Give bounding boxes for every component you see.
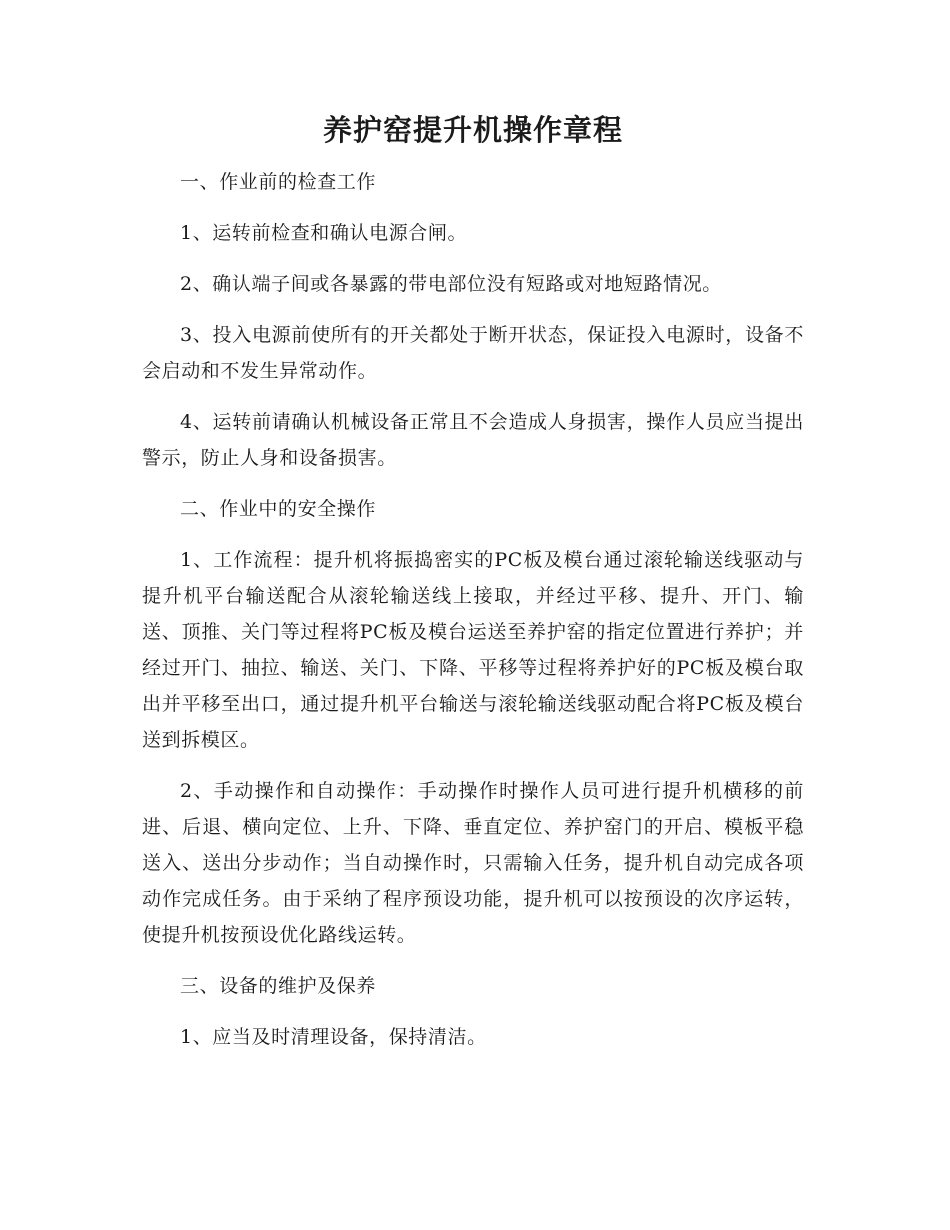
paragraph: 3、投入电源前使所有的开关都处于断开状态，保证投入电源时，设备不会启动和不发生异常动作。 [142,324,804,382]
paragraph: 4、运转前请确认机械设备正常且不会造成人身损害，操作人员应当提出警示，防止人身和设备损害。 [142,411,804,469]
paragraph: 1、工作流程：提升机将振捣密实的PC板及模台通过滚轮输送线驱动与提升机平台输送配合从滚轮输送线上接取，并经过平移、提升、开门、输送、顶推、关门等过程将PC板及模台运送至养护窑的指定位置进行养护；并经过开门、抽拉、输送、关门、下降、平移等过程将养护好的PC板及模台取出并平移至出口，通过提升机平台输送与滚轮输送线驱动配合将PC板及模台送到拆模区。 [142,549,804,751]
section-heading-2: 二、作业中的安全操作 [180,498,377,520]
section-heading-3: 三、设备的维护及保养 [180,975,377,997]
paragraph: 1、应当及时清理设备，保持清洁。 [180,1026,487,1048]
paragraph: 2、确认端子间或各暴露的带电部位没有短路或对地短路情况。 [180,273,722,295]
document-title: 养护窑提升机操作章程 [322,113,623,147]
paragraph: 2、手动操作和自动操作：手动操作时操作人员可进行提升机横移的前进、后退、横向定位、上升、下降、垂直定位、养护窑门的开启、模板平稳送入、送出分步动作；当自动操作时，只需输入任务，提升机自动完成各项动作完成任务。由于采纳了程序预设功能，提升机可以按预设的次序运转，使提升机按预设优化路线运转。 [142,780,804,946]
section-heading-1: 一、作业前的检查工作 [180,171,377,193]
paragraph: 1、运转前检查和确认电源合闸。 [180,222,468,244]
